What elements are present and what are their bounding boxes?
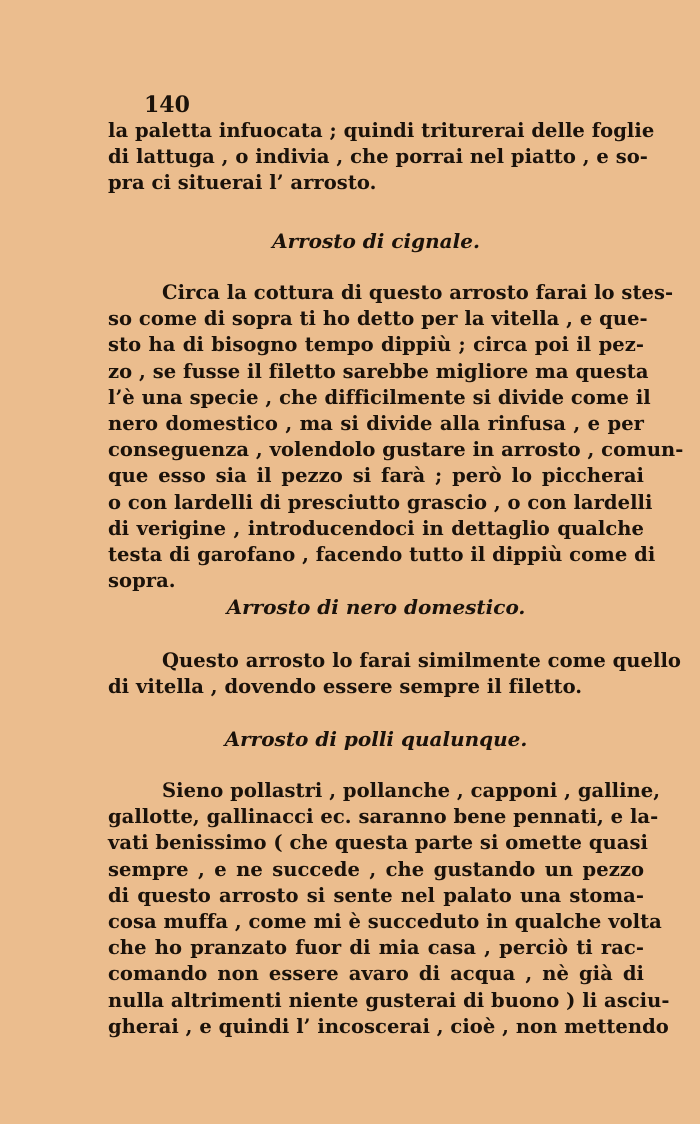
section-heading-polli: Arrosto di polli qualunque. [224, 727, 528, 751]
page-number: 140 [144, 92, 190, 118]
text-line: nero domestico , ma si divide alla rinfusa , e per [108, 411, 644, 435]
section-heading-cignale: Arrosto di cignale. [272, 229, 480, 253]
text-line: di questo arrosto si sente nel palato una stoma- [108, 883, 644, 907]
text-line: cosa muffa , come mi è succeduto in qualche volta [108, 909, 662, 933]
text-line: sempre , e ne succede , che gustando un pezzo [108, 857, 644, 881]
text-line: Sieno pollastri , pollanche , capponi , galline, [162, 779, 661, 802]
text-line: di verigine , introducendoci in dettaglio qualche [108, 516, 644, 540]
paragraph-cignale [108, 280, 684, 594]
paragraph-polli [108, 778, 670, 1040]
text-line: o con lardelli di presciutto grascio , o con lardelli [108, 490, 653, 514]
text-line: comando non essere avaro di acqua , nè già di [108, 962, 644, 986]
intro-paragraph [108, 118, 655, 197]
text-line: gherai , e quindi l’ incoscerai , cioè , non mettendo [108, 1014, 669, 1038]
text-line: testa di garofano , facendo tutto il dippiù come di [108, 542, 656, 566]
text-line: l’è una specie , che difficilmente si divide come il [108, 385, 651, 409]
paragraph-nero-domestico [108, 648, 681, 700]
text-line: pra ci situerai l’ arrosto. [108, 171, 377, 195]
text-line: Questo arrosto lo farai similmente come quello [162, 649, 681, 672]
text-line: sto ha di bisogno tempo dippiù ; circa poi il pez- [108, 333, 644, 357]
text-line: zo , se fusse il filetto sarebbe migliore ma questa [108, 359, 649, 383]
text-line: di vitella , dovendo essere sempre il filetto. [108, 675, 583, 699]
text-line: que esso sia il pezzo si farà ; però lo piccherai [108, 464, 644, 488]
text-line: nulla altrimenti niente gusterai di buono ) li asciu- [108, 988, 670, 1012]
text-line: vati benissimo ( che questa parte si omette quasi [108, 831, 648, 855]
text-line: che ho pranzato fuor di mia casa , perciò ti rac- [108, 936, 644, 960]
text-line: Circa la cottura di questo arrosto farai lo stes- [162, 281, 674, 304]
section-heading-nero-domestico: Arrosto di nero domestico. [226, 595, 526, 619]
text-line: so come di sopra ti ho detto per la vitella , e que- [108, 307, 648, 331]
text-line: gallotte, gallinacci ec. saranno bene pennati, e la- [108, 805, 659, 829]
text-line: di lattuga , o indivia , che porrai nel piatto , e so- [108, 145, 648, 169]
text-line: la paletta infuocata ; quindi triturerai delle foglie [108, 119, 655, 142]
text-line: sopra. [108, 569, 176, 593]
text-line: conseguenza , volendolo gustare in arrosto , comun- [108, 438, 684, 462]
